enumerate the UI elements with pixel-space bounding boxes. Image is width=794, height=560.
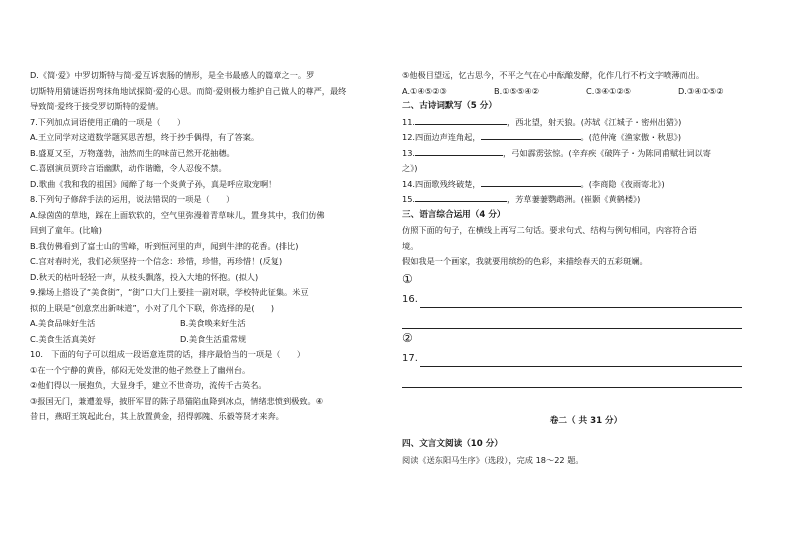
q8-option-d: D.秋天的枯叶轻轻一声，从枝头飘落，投入大地的怀抱。(拟人) [30, 271, 259, 282]
spacer [402, 388, 770, 414]
answer-marker-2: ② [402, 330, 413, 345]
answer-16-number: 16. [402, 294, 418, 305]
question-13: 13. ，弓如霹雳弦惊。(辛弃疾《破阵子・为陈同甫赋壮词以寄 [402, 147, 711, 158]
answer-marker-1: ① [402, 271, 413, 286]
paper-2-title: 卷二（ 共 31 分） [549, 415, 623, 426]
section-4-title: 四、文言文阅读（10 分） [402, 439, 503, 449]
answer-16-row [402, 288, 770, 308]
q8-option-b: B.我仿佛看到了富士山的雪峰，听到恒河里的声，闻到牛津的花香。(排比) [30, 240, 299, 251]
q6-option-d-line2: 切斯特用猜谜语拐弯抹角地试探简·爱的心思。而简·爱则极力维护自己做人的尊严，最终 [30, 85, 347, 96]
answer-17-number: 17. [402, 353, 418, 364]
q9-option-c: C.美食生活真美好 [30, 333, 96, 344]
q10-option-a: A.①④⑤②③ [402, 85, 447, 96]
answer-17-line[interactable] [420, 356, 742, 367]
answer-16-line2[interactable] [402, 308, 742, 329]
question-10: 10. 下面的句子可以组成一段语意连贯的话，排序最恰当的一项是（ ） [30, 349, 306, 359]
q14-blank[interactable] [481, 177, 581, 187]
section-2-title: 二、古诗词默写（5 分） [402, 101, 497, 111]
question-9-line1: 9.操场上搭设了“美食街”，“街”口大门上要挂一副对联，学校特此征集。米豆 [30, 287, 309, 297]
q10-sentence-2: ②他们得以一展抱负，大显身手，建立不世奇功，流传千古英名。 [30, 380, 267, 390]
q8-option-a-line2: 回到了童年。(比喻) [30, 225, 102, 235]
q9-options-row2 [30, 332, 392, 348]
q10-sentence-4: 昔日，燕昭王筑起此台，其上放置黄金，招得郭隗、乐毅等贤才来奔。 [30, 411, 284, 421]
answer-17-row [402, 347, 770, 367]
q9-option-a: A.美食品味好生活 [30, 318, 96, 328]
question-14: 14.四面歌残终破楚， 。(李商隐《夜雨寄北》) [402, 178, 665, 189]
left-column [30, 68, 392, 425]
q10-option-d: D.③④①⑤② [678, 85, 724, 96]
spacer-2 [402, 429, 770, 437]
q10-sentence-3: ③报国无门，兼遭羞辱，披肝军冒的陈子昂猫陷血降到冰点，情绪悲愤到极致。④ [30, 395, 324, 406]
q15-blank[interactable] [415, 192, 507, 202]
answer-16-line[interactable] [420, 297, 742, 308]
q7-option-c: C.喜剧演员贾玲言语幽默，动作谐瞻，令人忍俊不禁。 [30, 163, 227, 173]
question-11: 11. ，西北望，射天狼。(苏轼《江城子・密州出猎》) [402, 116, 682, 127]
q6-option-d-line3: 导致简·爱终于接受罗切斯特的爱情。 [30, 101, 164, 111]
answer-17-line2[interactable] [402, 367, 742, 388]
q10-sentence-1: ①在一个宁静的黄昏，郁闷无处发泄的他孑然登上了幽州台。 [30, 364, 251, 375]
q8-option-a-line1: A.绿茵茵的草地，踩在上面软软的，空气里弥漫着青草味儿，置身其中，我们仿佛 [30, 209, 325, 220]
question-13-line2: 之》) [402, 163, 418, 173]
right-column [402, 68, 770, 468]
q7-option-b: B.盛夏又至，万物蓬勃，油然而生的味苗已然开花抽穗。 [30, 147, 235, 158]
q7-option-a: A.王立同学对这道数学题冥思苦想，终于抄手偶得，有了答案。 [30, 132, 260, 142]
instruction-line1: 仿照下面的句子，在横线上再写二句话。要求句式、结构与例句相同，内容符合语 [402, 225, 697, 235]
q12-blank[interactable] [481, 130, 581, 140]
q7-option-d: D.歌曲《我和我的祖国》闻醉了每一个炎黄子孙，真是呼应取宠啊！ [30, 178, 277, 189]
q13-blank[interactable] [415, 146, 503, 156]
question-15: 15. ，芳草萋萋鹦鹉洲。(崔颢《黄鹤楼》) [402, 194, 641, 204]
q6-option-d-line1: D.《简·爱》中罗切斯特与简·爱互诉衷肠的情形，是全书最感人的篇章之一。罗 [30, 70, 315, 80]
example-sentence: 假如我是一个画家，我就要用缤纷的色彩，来描绘春天的五彩斑斓。 [402, 256, 648, 266]
q10-options [402, 84, 770, 100]
section-3-title: 三、语言综合运用（4 分） [402, 209, 506, 220]
q11-blank[interactable] [415, 115, 507, 125]
q10-option-c: C.③④①②⑤ [586, 85, 632, 96]
q9-option-b: B.美食唤来好生活 [180, 318, 246, 328]
q9-options-row1 [30, 316, 392, 332]
question-9-line2: 拟的上联是“创意烹出新味道”，小对了几个下联，你选择的是( ) [30, 302, 275, 313]
question-8: 8.下列句子修辞手法的运用，说法错误的一项是（ ） [30, 194, 235, 204]
reading-instruction: 阅读《送东阳马生序》（选段），完成 18～22 题。 [402, 454, 584, 465]
q10-option-b: B.①⑤⑤④② [494, 85, 539, 96]
question-7: 7.下列加点词语使用正确的一项是（ ） [30, 116, 186, 127]
q9-option-d: D.美食生活重常规 [180, 333, 247, 344]
q8-option-c: C.宫对春时光，我们必须坚持一个信念：珍惜，珍惜，再珍惜！(反复) [30, 256, 283, 266]
question-12: 12.四面边声连角起， 。(范仲淹《渔家傲・秋思》) [402, 132, 682, 142]
q10-sentence-5: ⑤他极目望远，忆古思今，不平之气在心中酝酿发酵，化作几行不朽文字喷薄而出。 [402, 70, 705, 80]
instruction-line2: 境。 [402, 240, 419, 251]
